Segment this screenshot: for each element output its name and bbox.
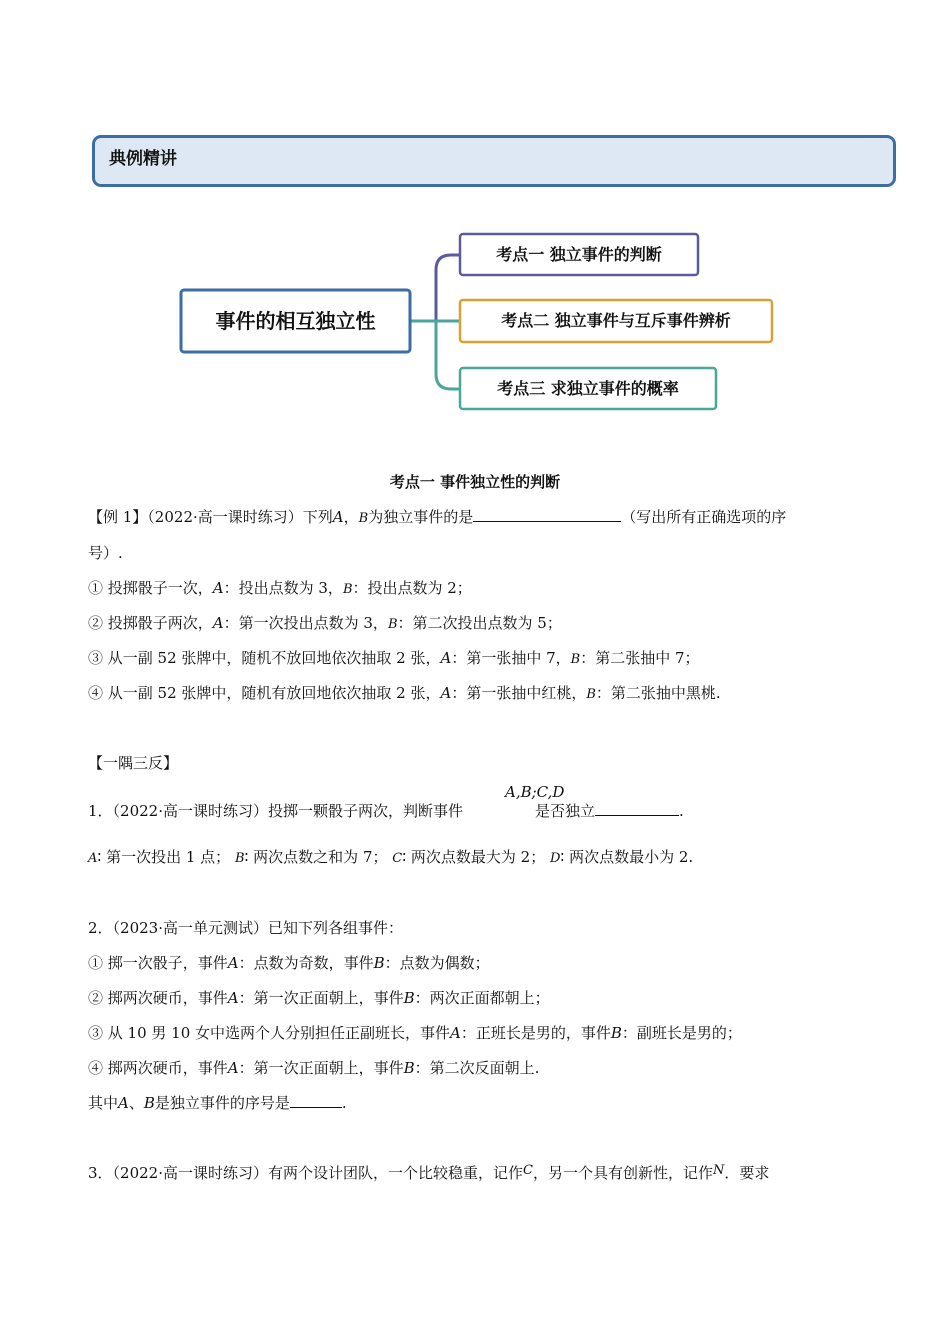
question-2-option-1: ① 掷一次骰子，事件A：点数为奇数，事件B：点数为偶数； <box>88 954 490 972</box>
mindmap-connector-1 <box>410 255 461 321</box>
mindmap-branch-2-label: 考点二 独立事件与互斥事件辨析 <box>501 311 731 330</box>
question-2-option-3: ③ 从 10 男 10 女中选两个人分别担任正副班长，事件A：正班长是男的，事件B：副班长是男的； <box>88 1024 742 1042</box>
example1-option-3: ③ 从一副 52 张牌中，随机不放回地依次抽取 2 张，A：第一张抽中 7，B：第二张抽中 7； <box>88 649 700 667</box>
question-2: 2．（2023·高一单元测试）已知下列各组事件： <box>88 919 403 937</box>
section-title: 考点一 事件独立性的判断 <box>389 473 561 491</box>
example1-option-2: ② 投掷骰子两次，A：第一次投出点数为 3，B：第二次投出点数为 5； <box>88 614 562 632</box>
mindmap-root-label: 事件的相互独立性 <box>215 309 376 333</box>
mindmap-branch-1-label: 考点一 独立事件的判断 <box>496 245 662 264</box>
question-2-option-4: ④ 掷两次硬币，事件A：第一次正面朝上，事件B：第二次反面朝上. <box>88 1059 540 1077</box>
answer-blank[interactable] <box>595 801 679 816</box>
example1-line1: 【例 1】（2022·高一课时练习）下列A，B为独立事件的是 （写出所有正确选项的序 <box>88 508 787 526</box>
answer-blank[interactable] <box>290 1093 342 1108</box>
practice-header: 【一隅三反】 <box>88 754 179 772</box>
question-2-prompt: 其中A、B是独立事件的序号是 . <box>88 1094 347 1112</box>
question-1-definitions: A∶ 第一次投出 1 点； B∶ 两次点数之和为 7； C∶ 两次点数最大为 2； D∶ 两次点数最小为 2. <box>88 848 694 866</box>
example1-option-1: ① 投掷骰子一次，A：投出点数为 3，B：投出点数为 2； <box>88 579 472 597</box>
question-2-option-2: ② 掷两次硬币，事件A：第一次正面朝上，事件B：两次正面都朝上； <box>88 989 550 1007</box>
mindmap-branch-3-label: 考点三 求独立事件的概率 <box>497 379 679 398</box>
example1-option-4: ④ 从一副 52 张牌中，随机有放回地依次抽取 2 张，A：第一张抽中红桃，B：第二张抽中黑桃. <box>88 684 721 702</box>
mindmap-connector-3 <box>436 321 461 389</box>
question-1: 1．（2022·高一课时练习）投掷一颗骰子两次，判断事件 是否独立 . <box>88 802 684 820</box>
answer-blank[interactable] <box>473 507 621 522</box>
q1-events-math: A,B;C,D <box>505 783 565 801</box>
banner-title: 典例精讲 <box>109 149 177 169</box>
example1-line2: 号）. <box>88 544 123 562</box>
question-3: 3．（2022·高一课时练习）有两个设计团队，一个比较稳重，记作C，另一个具有创新性，记作N．要求 <box>88 1163 770 1182</box>
